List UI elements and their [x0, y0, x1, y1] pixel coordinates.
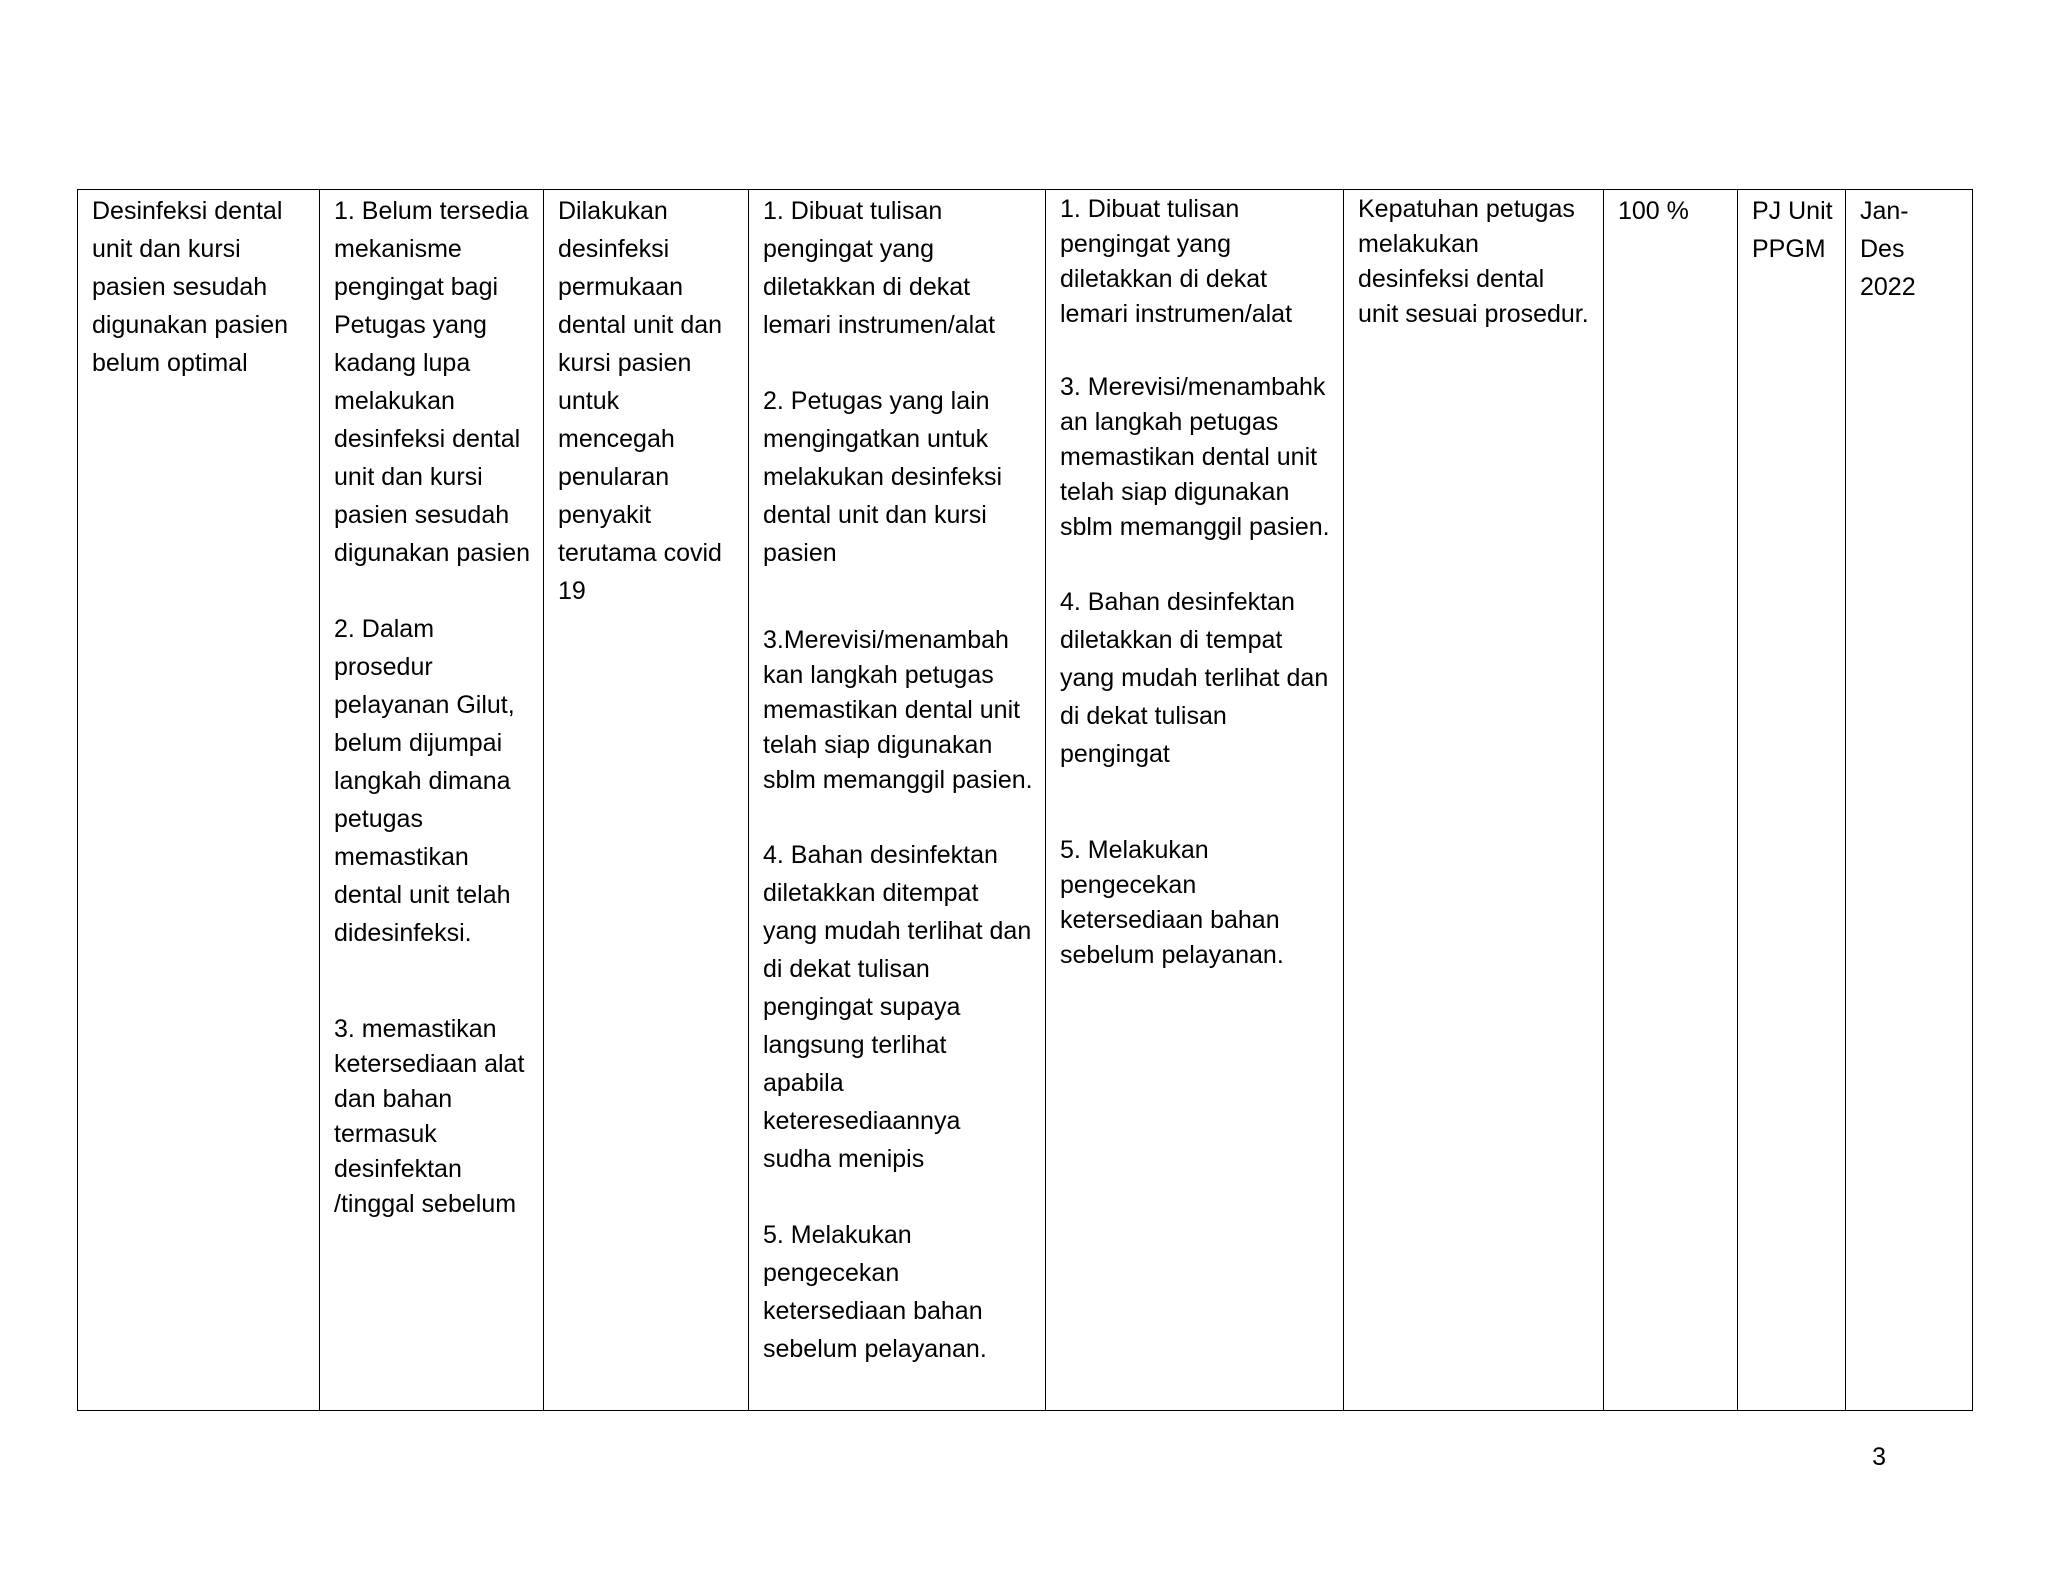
- action-item: 3. Merevisi/menambahk an langkah petugas memastikan dental unit telah siap digunakan sblm memanggil pasien.: [1060, 373, 1330, 541]
- indicator-cell: [1344, 190, 1604, 1411]
- target-text: 100 %: [1618, 197, 1689, 225]
- plans-cell: [749, 190, 1046, 1411]
- plan-item: 2. Petugas yang lain mengingatkan untuk melakukan desinfeksi dental unit dan kursi pasien: [763, 387, 1003, 567]
- period-cell: [1846, 190, 1973, 1411]
- action-item: 5. Melakukan pengecekan ketersediaan bahan sebelum pelayanan.: [1060, 836, 1284, 969]
- plan-item: 3.Merevisi/menambah kan langkah petugas memastikan dental unit telah siap digunakan sblm memanggil pasien.: [763, 626, 1033, 794]
- pic-text: PJ Unit PPGM: [1752, 197, 1833, 263]
- pic-cell: [1738, 190, 1846, 1411]
- indicator-text: Kepatuhan petugas melakukan desinfeksi dental unit sesuai prosedur.: [1358, 195, 1589, 328]
- action-plan-table: [77, 189, 1973, 1411]
- plan-item: 4. Bahan desinfektan diletakkan ditempat yang mudah terlihat dan di dekat tulisan pengingat supaya langsung terlihat apabila keteresediaannya sudha menipis: [763, 841, 1032, 1173]
- target-cell: [1604, 190, 1738, 1411]
- goal-cell: [544, 190, 749, 1411]
- plan-item: 5. Melakukan pengecekan ketersediaan bahan sebelum pelayanan.: [763, 1221, 987, 1363]
- period-text: Jan- Des 2022: [1860, 197, 1916, 301]
- page-number: 3: [1872, 1443, 1886, 1471]
- actions-cell: [1046, 190, 1344, 1411]
- cause-item: 3. memastikan ketersediaan alat dan bahan termasuk desinfektan /tinggal sebelum: [334, 1015, 525, 1218]
- issue-text: Desinfeksi dental unit dan kursi pasien sesudah digunakan pasien belum optimal: [92, 197, 288, 377]
- goal-text: Dilakukan desinfeksi permukaan dental unit dan kursi pasien untuk mencegah penularan penyakit terutama covid 19: [558, 197, 723, 605]
- causes-cell: [320, 190, 544, 1411]
- plan-item: 1. Dibuat tulisan pengingat yang diletakkan di dekat lemari instrumen/alat: [763, 197, 996, 339]
- action-item: 4. Bahan desinfektan diletakkan di tempat yang mudah terlihat dan di dekat tulisan pengingat: [1060, 588, 1329, 768]
- action-item: 1. Dibuat tulisan pengingat yang diletakkan di dekat lemari instrumen/alat: [1060, 195, 1293, 328]
- cause-item: 2. Dalam prosedur pelayanan Gilut, belum dijumpai langkah dimana petugas memastikan dental unit telah didesinfeksi.: [334, 615, 515, 947]
- cause-item: 1. Belum tersedia mekanisme pengingat bagi Petugas yang kadang lupa melakukan desinfeksi dental unit dan kursi pasien sesudah digunakan pasien: [334, 197, 530, 567]
- table-row: [78, 190, 1973, 1411]
- issue-cell: [78, 190, 320, 1411]
